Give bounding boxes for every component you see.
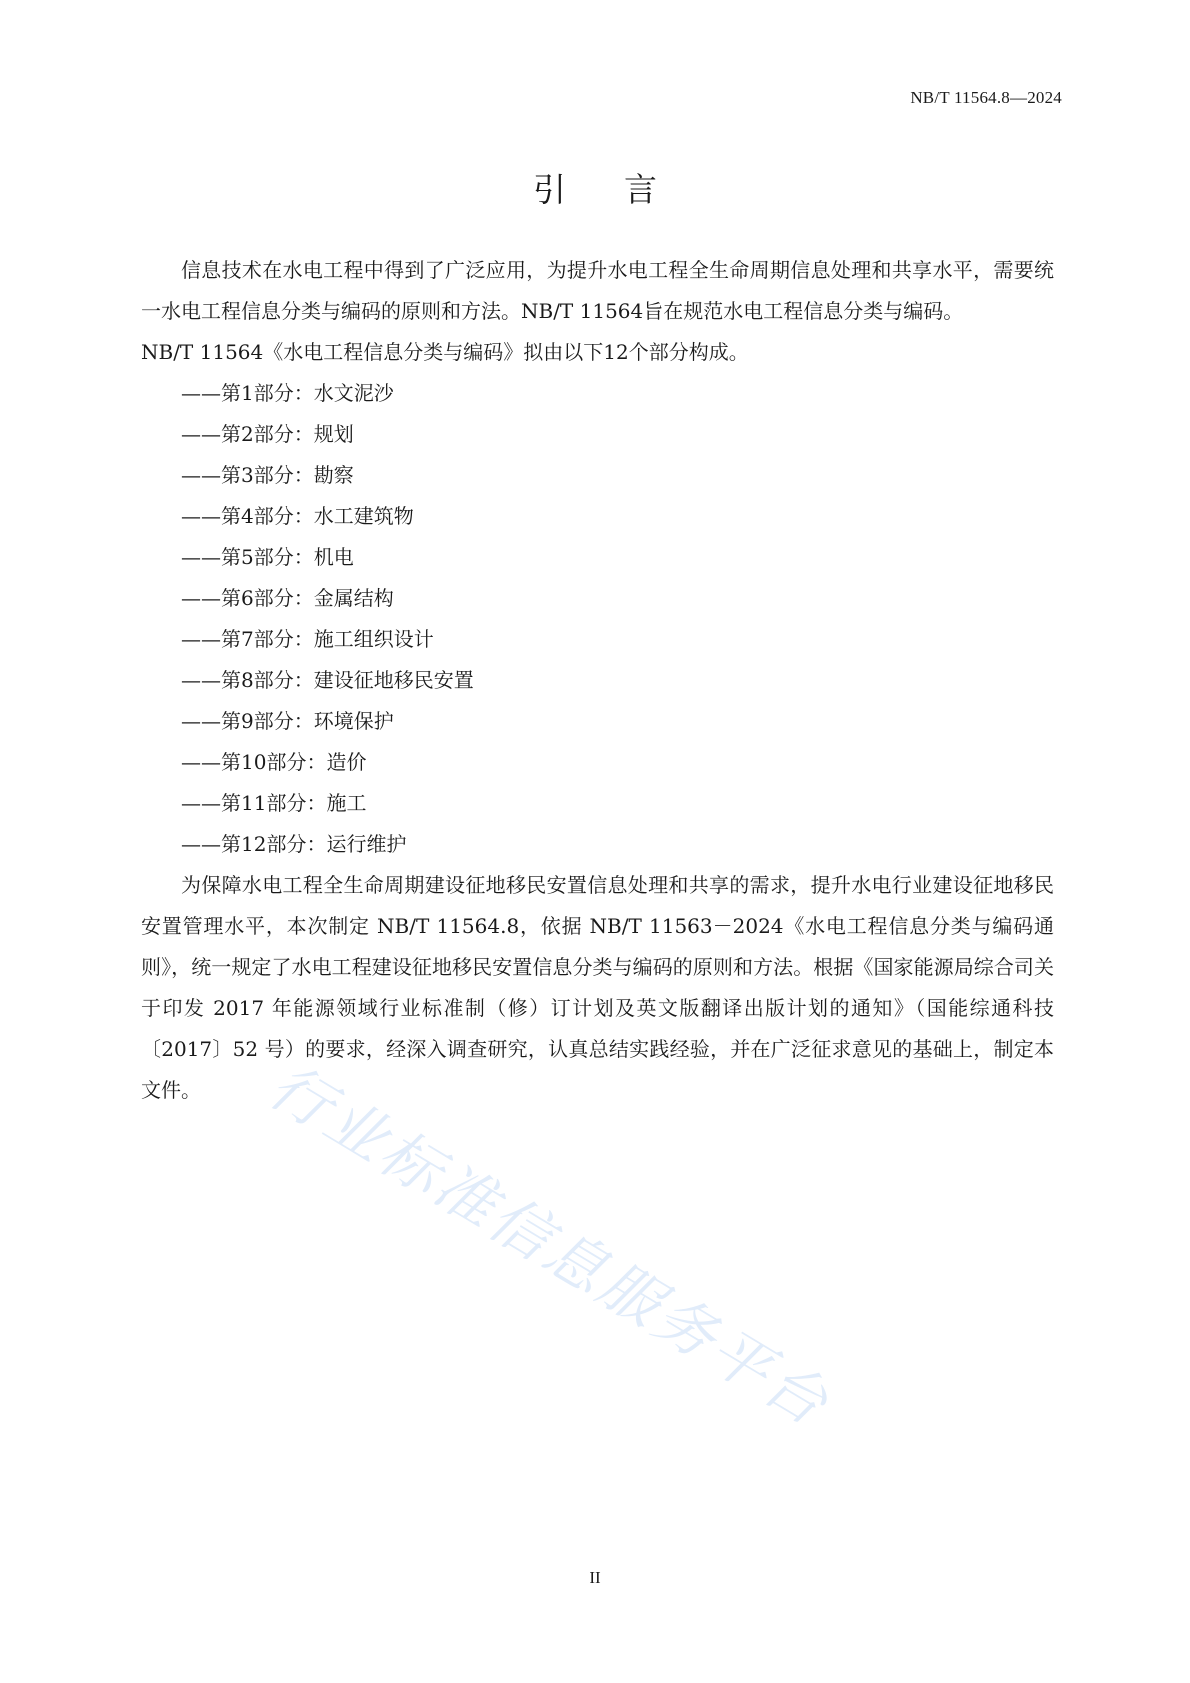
list-item: ——第10部分：造价: [181, 750, 367, 774]
list-item: ——第2部分：规划: [181, 422, 354, 446]
list-item: ——第8部分：建设征地移民安置: [181, 668, 474, 692]
document-body: [141, 250, 1054, 1111]
list-item: ——第9部分：环境保护: [181, 709, 394, 733]
watermark: 行业标准信息服务平台: [257, 1051, 842, 1441]
list-item: ——第7部分：施工组织设计: [181, 627, 434, 651]
page-title: 引言: [533, 170, 715, 209]
parts-list: [141, 373, 1054, 865]
page-number: II: [589, 1568, 601, 1587]
list-item: ——第5部分：机电: [181, 545, 354, 569]
intro-paragraph: 信息技术在水电工程中得到了广泛应用，为提升水电工程全生命周期信息处理和共享水平，需要统一水电工程信息分类与编码的原则和方法。NB/T 11564旨在规范水电工程信息分类与编码。: [141, 258, 1054, 323]
list-item: ——第4部分：水工建筑物: [181, 504, 414, 528]
list-item: ——第3部分：勘察: [181, 463, 354, 487]
document-code: NB/T 11564.8—2024: [910, 88, 1062, 107]
list-item: ——第6部分：金属结构: [181, 586, 394, 610]
parts-intro: NB/T 11564《水电工程信息分类与编码》拟由以下12个部分构成。: [141, 340, 749, 364]
closing-paragraph: 为保障水电工程全生命周期建设征地移民安置信息处理和共享的需求，提升水电行业建设征地移民安置管理水平，本次制定 NB/T 11564.8，依据 NB/T 11563－2024《水电工程信息分类与编码通则》，统一规定了水电工程建设征地移民安置信息分类与编码的原则和方法。根据《国家能源局综合司关于印发 2017 年能源领域行业标准制（修）订计划及英文版翻译出版计划的通知》（国能综通科技〔2017〕52 号）的要求，经深入调查研究，认真总结实践经验，并在广泛征求意见的基础上，制定本文件。: [141, 873, 1054, 1102]
list-item: ——第12部分：运行维护: [181, 832, 407, 856]
list-item: ——第11部分：施工: [181, 791, 367, 815]
list-item: ——第1部分：水文泥沙: [181, 381, 394, 405]
